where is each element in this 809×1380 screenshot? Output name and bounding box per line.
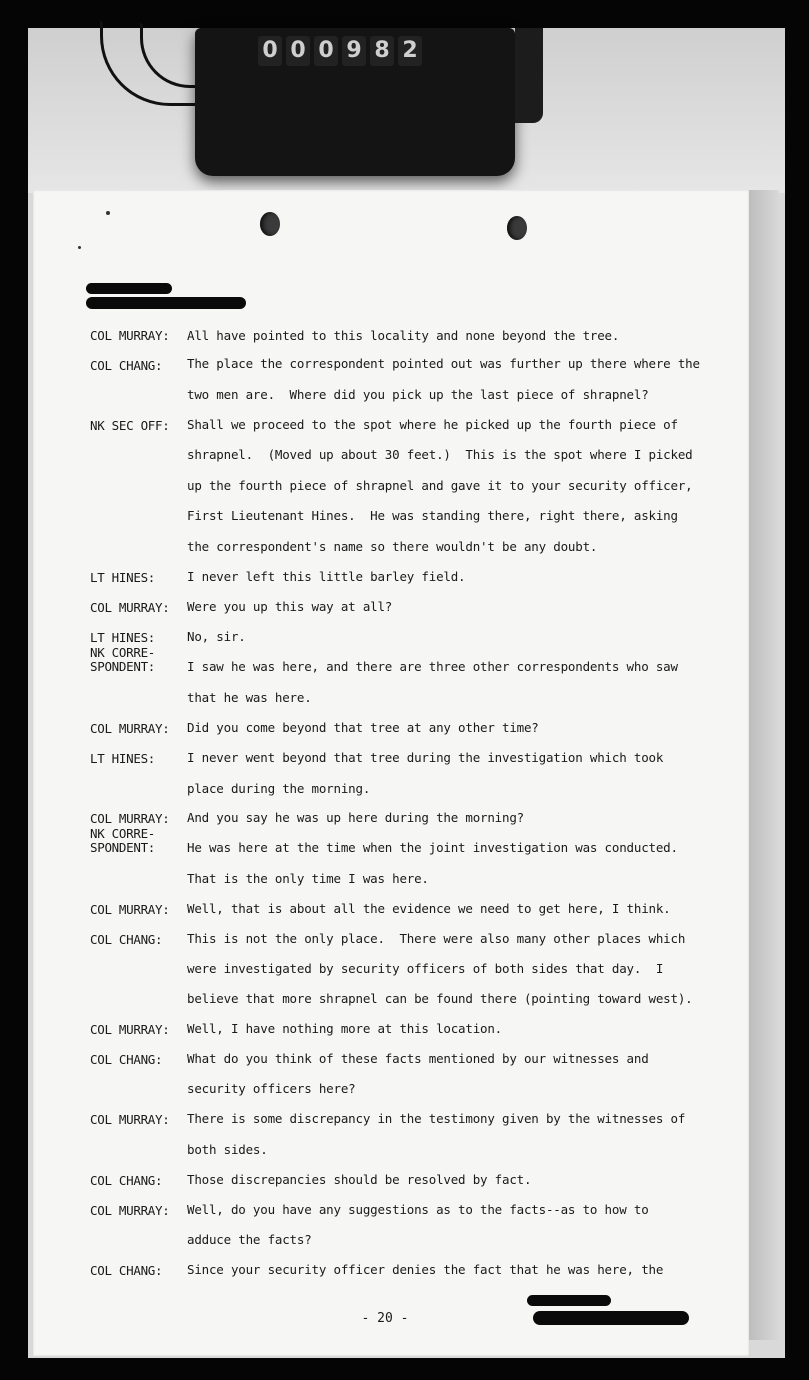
- counter-digit: 0: [314, 36, 338, 66]
- dialogue-line: I saw he was here, and there are three other correspondents who saw: [187, 659, 678, 674]
- ink-speck: [78, 246, 81, 249]
- speaker-label: COL CHANG:: [90, 932, 163, 947]
- dialogue-line: All have pointed to this locality and none beyond the tree.: [187, 328, 620, 343]
- dialogue-line: This is not the only place. There were also many other places which: [187, 931, 686, 946]
- dialogue-line: What do you think of these facts mentioned by our witnesses and: [187, 1051, 649, 1066]
- speaker-label: COL CHANG:: [90, 1173, 163, 1188]
- speaker-label: NK SEC OFF:: [90, 418, 170, 433]
- speaker-label: SPONDENT:: [90, 840, 156, 855]
- dialogue-line: believe that more shrapnel can be found there (pointing toward west).: [187, 991, 693, 1006]
- dialogue-line: I never left this little barley field.: [187, 569, 466, 584]
- frame-counter-window: [258, 34, 448, 68]
- counter-digit: 0: [286, 36, 310, 66]
- speaker-label: COL MURRAY:: [90, 1022, 170, 1037]
- dialogue-line: the correspondent's name so there wouldn't be any doubt.: [187, 539, 598, 554]
- redaction-bar: [527, 1295, 611, 1306]
- speaker-label: COL MURRAY:: [90, 1203, 170, 1218]
- speaker-label: LT HINES:: [90, 570, 156, 585]
- punch-hole: [507, 216, 527, 240]
- dialogue-line: The place the correspondent pointed out was further up there where the: [187, 356, 700, 371]
- dialogue-line: two men are. Where did you pick up the last piece of shrapnel?: [187, 387, 649, 402]
- redaction-bar: [86, 283, 172, 294]
- speaker-label: COL MURRAY:: [90, 1112, 170, 1127]
- speaker-label: COL CHANG:: [90, 1052, 163, 1067]
- ink-speck: [106, 211, 110, 215]
- dialogue-line: were investigated by security officers of both sides that day. I: [187, 961, 664, 976]
- dialogue-line: Were you up this way at all?: [187, 599, 393, 614]
- dialogue-line: both sides.: [187, 1142, 268, 1157]
- counter-digit: 2: [398, 36, 422, 66]
- page-stack-edge: [749, 190, 779, 1340]
- dialogue-line: Well, that is about all the evidence we need to get here, I think.: [187, 901, 671, 916]
- speaker-label: SPONDENT:: [90, 659, 156, 674]
- speaker-label: COL CHANG:: [90, 1263, 163, 1278]
- dialogue-line: Well, do you have any suggestions as to the facts--as to how to: [187, 1202, 649, 1217]
- dialogue-line: security officers here?: [187, 1081, 356, 1096]
- punch-hole: [260, 212, 280, 236]
- dialogue-line: No, sir.: [187, 629, 246, 644]
- dialogue-line: Shall we proceed to the spot where he picked up the fourth piece of: [187, 417, 678, 432]
- speaker-label: COL MURRAY:: [90, 811, 170, 826]
- counter-digit: 9: [342, 36, 366, 66]
- speaker-label: LT HINES:: [90, 751, 156, 766]
- speaker-label: COL MURRAY:: [90, 600, 170, 615]
- speaker-label: LT HINES:: [90, 630, 156, 645]
- dialogue-line: And you say he was up here during the morning?: [187, 810, 524, 825]
- speaker-label: NK CORRE-: [90, 826, 156, 841]
- dialogue-line: shrapnel. (Moved up about 30 feet.) This is the spot where I picked: [187, 447, 693, 462]
- redaction-bar: [86, 297, 246, 309]
- dialogue-line: adduce the facts?: [187, 1232, 312, 1247]
- speaker-label: COL MURRAY:: [90, 721, 170, 736]
- dialogue-line: That is the only time I was here.: [187, 871, 429, 886]
- dialogue-line: up the fourth piece of shrapnel and gave it to your security officer,: [187, 478, 693, 493]
- dialogue-line: I never went beyond that tree during the investigation which took: [187, 750, 664, 765]
- dialogue-line: He was here at the time when the joint investigation was conducted.: [187, 840, 678, 855]
- speaker-label: COL MURRAY:: [90, 902, 170, 917]
- page-number: - 20 -: [361, 1311, 409, 1326]
- dialogue-line: First Lieutenant Hines. He was standing there, right there, asking: [187, 508, 678, 523]
- dialogue-line: that he was here.: [187, 690, 312, 705]
- speaker-label: COL CHANG:: [90, 358, 163, 373]
- dialogue-line: place during the morning.: [187, 781, 371, 796]
- dialogue-line: Did you come beyond that tree at any other time?: [187, 720, 539, 735]
- dialogue-line: Those discrepancies should be resolved by fact.: [187, 1172, 532, 1187]
- redaction-bar: [533, 1311, 689, 1325]
- counter-digit: 8: [370, 36, 394, 66]
- speaker-label: COL MURRAY:: [90, 328, 170, 343]
- counter-digit: 0: [258, 36, 282, 66]
- speaker-label: NK CORRE-: [90, 645, 156, 660]
- dialogue-line: Well, I have nothing more at this location.: [187, 1021, 503, 1036]
- dialogue-line: There is some discrepancy in the testimony given by the witnesses of: [187, 1111, 686, 1126]
- frame-counter-side: [515, 28, 543, 123]
- dialogue-line: Since your security officer denies the fact that he was here, the: [187, 1262, 664, 1277]
